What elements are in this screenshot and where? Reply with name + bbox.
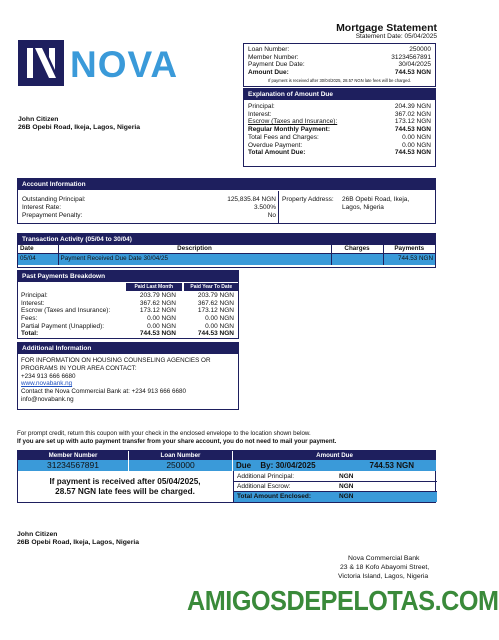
col-year-to-date: Paid Year To Date xyxy=(184,283,240,291)
additional-escrow-currency: NGN xyxy=(339,483,354,490)
coupon-late-line2: 28.57 NGN late fees will be charged. xyxy=(55,487,195,496)
total-enclosed-currency: NGN xyxy=(339,493,354,500)
bank-address2: Victoria Island, Lagos, Nigeria xyxy=(338,573,429,580)
past-payment-label: Escrow (Taxes and Insurance): xyxy=(21,307,111,315)
coupon-header-loan: Loan Number xyxy=(129,451,232,460)
coupon-fields xyxy=(233,471,436,503)
explanation-value: 744.53 NGN xyxy=(394,126,431,134)
past-payment-year-to-date: 0.00 NGN xyxy=(205,315,234,323)
past-payment-year-to-date: 0.00 NGN xyxy=(205,322,234,330)
account-info-box xyxy=(17,178,436,224)
rate-value: 3.500% xyxy=(253,203,276,211)
explanation-row xyxy=(248,111,431,119)
txn-description: Payment Received Due Date 30/04/25 xyxy=(58,254,331,265)
past-payment-last-month: 173.12 NGN xyxy=(139,307,176,315)
rate-label: Interest Rate: xyxy=(22,203,62,211)
col-payments: Payments xyxy=(394,245,425,252)
total-enclosed-field[interactable] xyxy=(234,492,437,502)
account-info-title: Account Information xyxy=(18,179,435,190)
counseling-phone: +234 913 666 6680 xyxy=(21,372,76,380)
past-payment-label: Total: xyxy=(21,330,39,338)
past-payment-row xyxy=(21,315,236,323)
past-payment-last-month: 367.62 NGN xyxy=(139,299,176,307)
explanation-rows xyxy=(244,100,435,157)
mailing-customer-name: John Citizen xyxy=(17,531,58,538)
statement-date: Statement Date: 05/04/2025 xyxy=(355,33,437,40)
additional-escrow-label: Additional Escrow: xyxy=(237,483,291,490)
property-line2: Lagos, Nigeria xyxy=(342,204,384,211)
explanation-row xyxy=(248,142,431,150)
explanation-label: Escrow (Taxes and Insurance): xyxy=(248,118,338,126)
payment-coupon xyxy=(17,450,436,503)
outstanding-label: Outstanding Principal: xyxy=(22,196,86,203)
counseling-line1: FOR INFORMATION ON HOUSING COUNSELING AGENCIES OR xyxy=(21,357,211,364)
col-last-month: Paid Last Month xyxy=(126,283,182,291)
explanation-value: 367.02 NGN xyxy=(394,110,431,118)
explanation-label: Overdue Payment: xyxy=(248,141,303,149)
past-payment-label: Interest: xyxy=(21,299,45,307)
coupon-header-member: Member Number xyxy=(18,451,128,460)
loan-summary-value: 744.53 NGN xyxy=(394,69,431,77)
past-payment-last-month: 744.53 NGN xyxy=(139,330,176,338)
table-row xyxy=(18,254,435,265)
coupon-member-number: 31234567891 xyxy=(18,460,128,471)
explanation-row xyxy=(248,134,431,142)
watermark: AMIGOSDEPELOTAS.COM xyxy=(187,585,499,616)
explanation-value: 744.53 NGN xyxy=(394,149,431,157)
coupon-due-amount: 744.53 NGN xyxy=(369,461,414,470)
explanation-label: Total Fees and Charges: xyxy=(248,133,319,141)
explanation-label: Total Amount Due: xyxy=(248,149,306,157)
loan-summary-label: Member Number: xyxy=(248,53,299,61)
additional-principal-currency: NGN xyxy=(339,473,354,480)
total-enclosed-label: Total Amount Enclosed: xyxy=(237,493,312,500)
penalty-label: Prepayment Penalty: xyxy=(22,211,83,219)
bank-name: Nova Commercial Bank xyxy=(348,555,420,562)
nova-logo xyxy=(18,40,179,86)
past-payment-label: Principal: xyxy=(21,292,48,299)
outstanding-value: 125,835.84 NGN xyxy=(227,196,276,203)
past-payment-label: Partial Payment (Unapplied): xyxy=(21,322,105,330)
past-payment-row xyxy=(21,307,236,315)
explanation-value: 173.12 NGN xyxy=(394,118,431,126)
loan-summary-value: 250000 xyxy=(409,46,431,53)
mailing-customer-address: 26B Opebi Road, Ikeja, Lagos, Nigeria xyxy=(17,539,140,546)
loan-summary-label: Amount Due: xyxy=(248,69,289,77)
additional-principal-label: Additional Principal: xyxy=(237,473,295,480)
past-payment-last-month: 203.79 NGN xyxy=(139,292,176,299)
past-header xyxy=(126,283,239,291)
explanation-box xyxy=(243,88,436,167)
coupon-due-label: Due xyxy=(236,461,252,470)
additional-escrow-field[interactable] xyxy=(234,482,437,492)
property-label: Property Address: xyxy=(282,196,334,203)
email-line: info@novabank.ng xyxy=(21,395,74,403)
past-payments-box xyxy=(17,270,239,339)
past-payment-row xyxy=(21,292,236,300)
coupon-due-by: By: 30/04/2025 xyxy=(260,461,316,470)
transaction-title: Transaction Activity (05/04 to 30/04) xyxy=(18,234,435,245)
loan-summary-value: 31234567891 xyxy=(391,53,431,61)
customer-name: John Citizen xyxy=(18,116,59,123)
explanation-value: 0.00 NGN xyxy=(402,133,431,141)
additional-info-box xyxy=(17,342,239,410)
explanation-label: Regular Monthly Payment: xyxy=(248,126,330,134)
account-left-col xyxy=(22,196,276,219)
explanation-row xyxy=(248,103,431,111)
txn-date: 05/04 xyxy=(18,254,58,265)
past-payments-rows xyxy=(21,292,236,338)
loan-summary-row xyxy=(248,61,431,69)
statement-title: Mortgage Statement xyxy=(336,22,437,34)
col-charges: Charges xyxy=(331,245,383,254)
explanation-value: 0.00 NGN xyxy=(402,141,431,149)
explanation-row xyxy=(248,126,431,134)
loan-summary-label: Loan Number: xyxy=(248,46,290,53)
txn-charges xyxy=(331,254,383,265)
past-payment-label: Fees: xyxy=(21,315,38,323)
transaction-box xyxy=(17,233,436,268)
past-payment-year-to-date: 203.79 NGN xyxy=(197,292,234,299)
past-payment-row xyxy=(21,323,236,331)
explanation-row xyxy=(248,149,431,157)
loan-summary-row xyxy=(248,54,431,62)
loan-summary-label: Payment Due Date: xyxy=(248,61,305,69)
col-description: Description xyxy=(58,245,331,254)
coupon-late-line1: If payment is received after 05/04/2025, xyxy=(49,477,201,486)
explanation-row xyxy=(248,118,431,126)
penalty-value: No xyxy=(267,211,276,219)
late-fee-note: If payment is received after 30/04/2025, 28.57 NGN late fees will be charged. xyxy=(268,77,411,83)
additional-principal-field[interactable] xyxy=(234,472,437,482)
coupon-loan-number: 250000 xyxy=(129,460,232,471)
additional-info-title: Additional Information xyxy=(18,343,238,354)
coupon-autopay: If you are set up with auto payment transfer from your share account, you do not need to mail your payment. xyxy=(17,438,337,445)
past-payment-year-to-date: 173.12 NGN xyxy=(197,307,234,315)
website-link[interactable]: www.novabank.ng xyxy=(21,380,73,388)
contact-line: Contact the Nova Commercial Bank at: +234 913 666 6680 xyxy=(21,388,187,396)
explanation-title: Explanation of Amount Due xyxy=(244,89,435,100)
coupon-due-row xyxy=(233,460,436,471)
explanation-label: Principal: xyxy=(248,103,275,110)
loan-summary-row xyxy=(248,69,431,77)
past-payments-title: Past Payments Breakdown xyxy=(18,271,238,282)
coupon-header-amount: Amount Due xyxy=(233,451,436,460)
transaction-table xyxy=(18,245,435,265)
past-payment-last-month: 0.00 NGN xyxy=(147,322,176,330)
bank-address1: 23 & 18 Kofo Abayomi Street, xyxy=(340,564,430,571)
loan-summary-rows xyxy=(248,46,431,77)
account-divider xyxy=(278,191,279,224)
property-line1: 26B Opebi Road, Ikeja, xyxy=(342,196,410,203)
loan-summary-value: 30/04/2025 xyxy=(398,61,431,69)
past-payment-row xyxy=(21,300,236,308)
past-payment-year-to-date: 744.53 NGN xyxy=(197,330,234,338)
past-payment-year-to-date: 367.62 NGN xyxy=(197,299,234,307)
customer-address: 26B Opebi Road, Ikeja, Lagos, Nigeria xyxy=(18,124,141,131)
past-payment-row xyxy=(21,330,236,338)
loan-summary-box xyxy=(243,43,436,87)
explanation-label: Interest: xyxy=(248,110,272,118)
past-payment-last-month: 0.00 NGN xyxy=(147,315,176,323)
nova-logo-text: NOVA xyxy=(70,44,179,85)
counseling-line2: PROGRAMS IN YOUR AREA CONTACT: xyxy=(21,364,137,372)
loan-summary-row xyxy=(248,46,431,54)
coupon-instruction: For prompt credit, return this coupon with your check in the enclosed envelope to the location shown below. xyxy=(17,430,311,437)
txn-payments: 744.53 NGN xyxy=(397,255,433,263)
col-date: Date xyxy=(18,245,58,254)
explanation-value: 204.39 NGN xyxy=(394,103,431,110)
